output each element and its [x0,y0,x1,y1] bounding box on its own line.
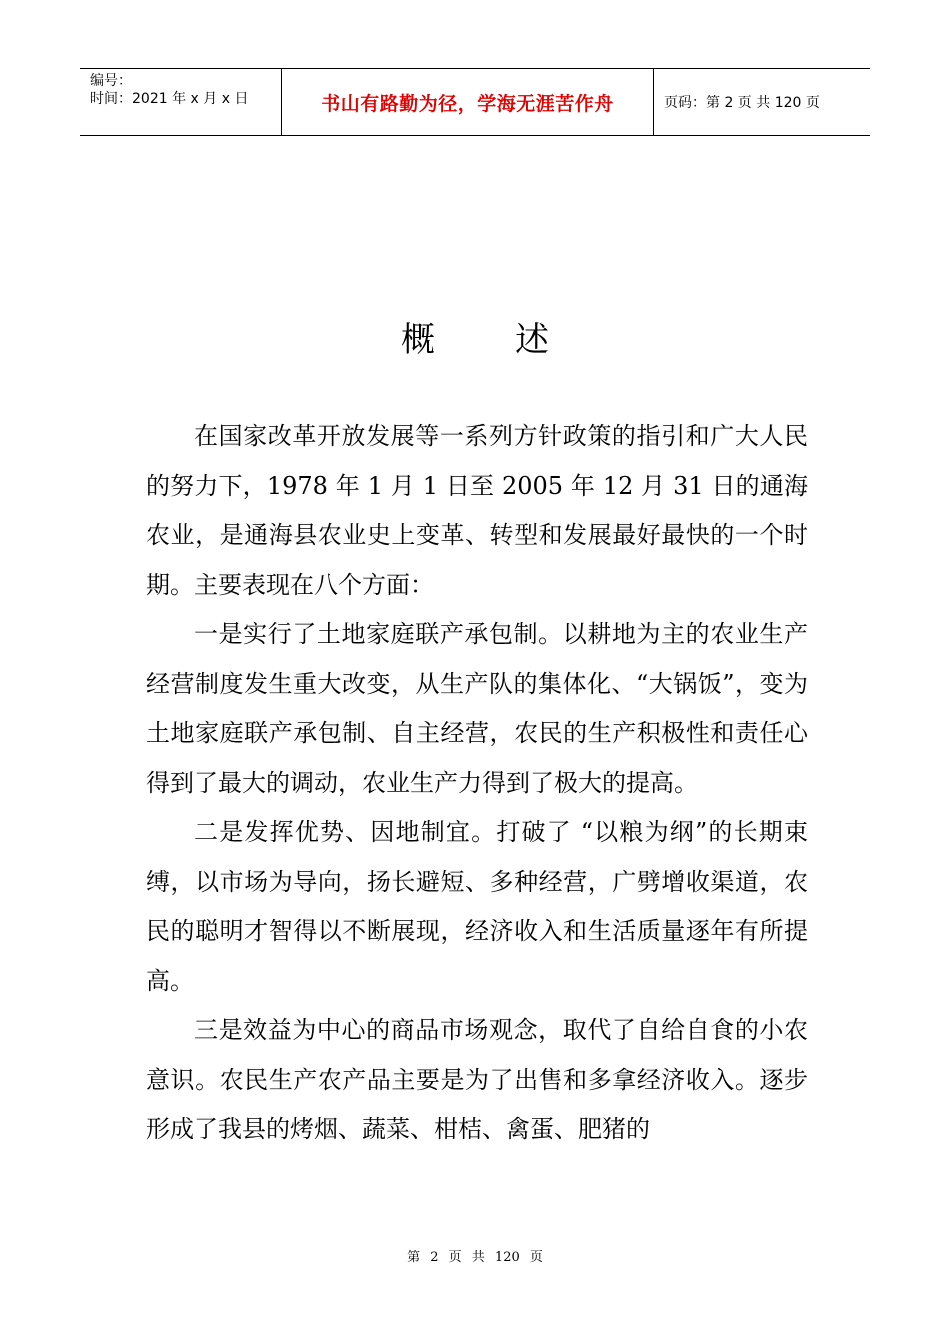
page-footer: 第 2 页 共 120 页 [407,1250,543,1265]
header-motto: 书山有路勤为径，学海无涯苦作舟 [321,92,614,115]
header-meta-cell [80,69,282,135]
body-paragraph: 三是效益为中心的商品市场观念，取代了自给自食的小农意识。农民生产农产品主要是为了出售和多拿经济收入。逐步形成了我县的烤烟、蔬菜、柑桔、禽蛋、肥猪的 [146,1016,808,1143]
document-header [80,68,870,136]
body-paragraph: 在国家改革开放发展等一系列方针政策的指引和广大人民的努力下，1978 年 1 月 1 日至 2005 年 12 月 31 日的通海农业，是通海县农业史上变革、转型和发展最好最快的一个时期。主要表现在八个方面： [146,422,808,599]
header-motto-cell [282,69,654,135]
document-time-label: 时间：2021 年 x 月 x 日 [90,91,249,107]
document-body [146,412,808,1155]
body-paragraph: 一是实行了土地家庭联产承包制。以耕地为主的农业生产经营制度发生重大改变，从生产队的集体化、“大锅饭”，变为土地家庭联产承包制、自主经营，农民的生产积极性和责任心得到了最大的调动，农业生产力得到了极大的提高。 [146,620,808,797]
document-number-label: 编号： [90,73,132,89]
page-title: 概述 [401,320,629,360]
body-paragraph: 二是发挥优势、因地制宜。打破了 “以粮为纲”的长期束缚，以市场为导向，扬长避短、多种经营，广劈增收渠道，农民的聪明才智得以不断展现，经济收入和生活质量逐年有所提高。 [146,818,808,995]
header-page-cell [654,69,870,135]
header-page-info: 页码：第 2 页 共 120 页 [664,95,820,111]
